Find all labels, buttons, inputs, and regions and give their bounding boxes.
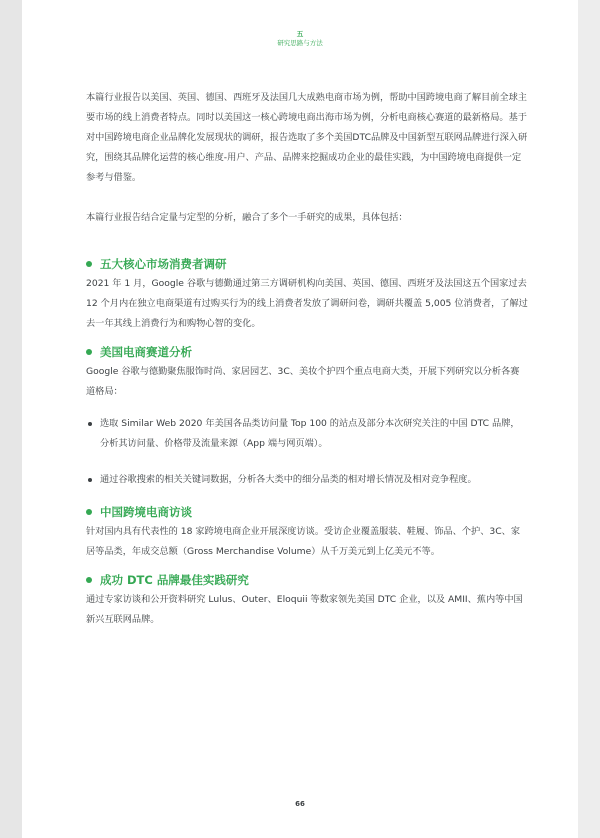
section-title: 五大核心市场消费者调研 xyxy=(100,257,227,271)
list-bullet-icon xyxy=(88,478,92,482)
document-page xyxy=(22,0,578,838)
section-body: Google 谷歌与德勤聚焦服饰时尚、家居园艺、3C、美妆个护四个重点电商大类，开展下列研究以分析各赛道格局： xyxy=(86,366,520,397)
intro-paragraph: 本篇行业报告以美国、英国、德国、西班牙及法国几大成熟电商市场为例，帮助中国跨境电商了解目前全球主要市场的线上消费者特点。同时以美国这一核心跨境电商出海市场为例，分析电商核心赛道的最新格局。基于对中国跨境电商企业品牌化发展现状的调研，报告选取了多个美国DTC品牌及中国新型互联网品牌进行深入研究，围绕其品牌化运营的核心维度-用户、产品、品牌来挖掘成功企业的最佳实践，为中国跨境电商提供一定参考与借鉴。 xyxy=(86,92,528,183)
page-margin xyxy=(0,0,22,838)
intro-paragraph-2: 本篇行业报告结合定量与定型的分析，融合了多个一手研究的成果，具体包括： xyxy=(86,212,408,223)
list-item xyxy=(86,414,528,454)
section-heading-us-ecommerce xyxy=(86,342,528,362)
list-item xyxy=(86,470,528,490)
bullet-dot-icon xyxy=(86,261,92,267)
chapter-header xyxy=(22,30,578,48)
section-title: 美国电商赛道分析 xyxy=(100,345,192,359)
section-title: 中国跨境电商访谈 xyxy=(100,505,192,519)
bullet-dot-icon xyxy=(86,577,92,583)
list-bullet-icon xyxy=(88,422,92,426)
chapter-number: 五 xyxy=(296,30,304,38)
section-body: 通过专家访谈和公开资料研究 Lulus、Outer、Eloquii 等数家领先美国 DTC 企业，以及 AMII、蕉内等中国新兴互联网品牌。 xyxy=(86,594,523,625)
section-body: 2021 年 1 月，Google 谷歌与德勤通过第三方调研机构向美国、英国、德国、西班牙及法国这五个国家过去 12 个月内在独立电商渠道有过购买行为的线上消费者发放了调研问卷，调研共覆盖 5,005 位消费者，了解过去一年其线上消费行为和购物心智的变化。 xyxy=(86,278,528,329)
list-item-text: 通过谷歌搜索的相关关键词数据，分析各大类中的细分品类的相对增长情况及相对竞争程度。 xyxy=(100,474,477,485)
chapter-title: 研究思路与方法 xyxy=(277,39,323,47)
section-heading-interviews xyxy=(86,502,528,522)
page-number: 66 xyxy=(295,800,305,808)
section-heading-consumer-survey xyxy=(86,254,528,274)
main-content xyxy=(86,88,528,630)
list-item-text: 选取 Similar Web 2020 年美国各品类访问量 Top 100 的站点及部分本次研究关注的中国 DTC 品牌，分析其访问量、价格带及流量来源（App 端与网页端）。 xyxy=(100,418,520,449)
section-body: 针对国内具有代表性的 18 家跨境电商企业开展深度访谈。受访企业覆盖服装、鞋履、饰品、个护、3C、家居等品类，年成交总额（Gross Merchandise Volume）从千万美元到上亿美元不等。 xyxy=(86,526,521,557)
section-title: 成功 DTC 品牌最佳实践研究 xyxy=(100,573,249,587)
section-heading-dtc-practices xyxy=(86,570,528,590)
bullet-dot-icon xyxy=(86,349,92,355)
bullet-dot-icon xyxy=(86,509,92,515)
